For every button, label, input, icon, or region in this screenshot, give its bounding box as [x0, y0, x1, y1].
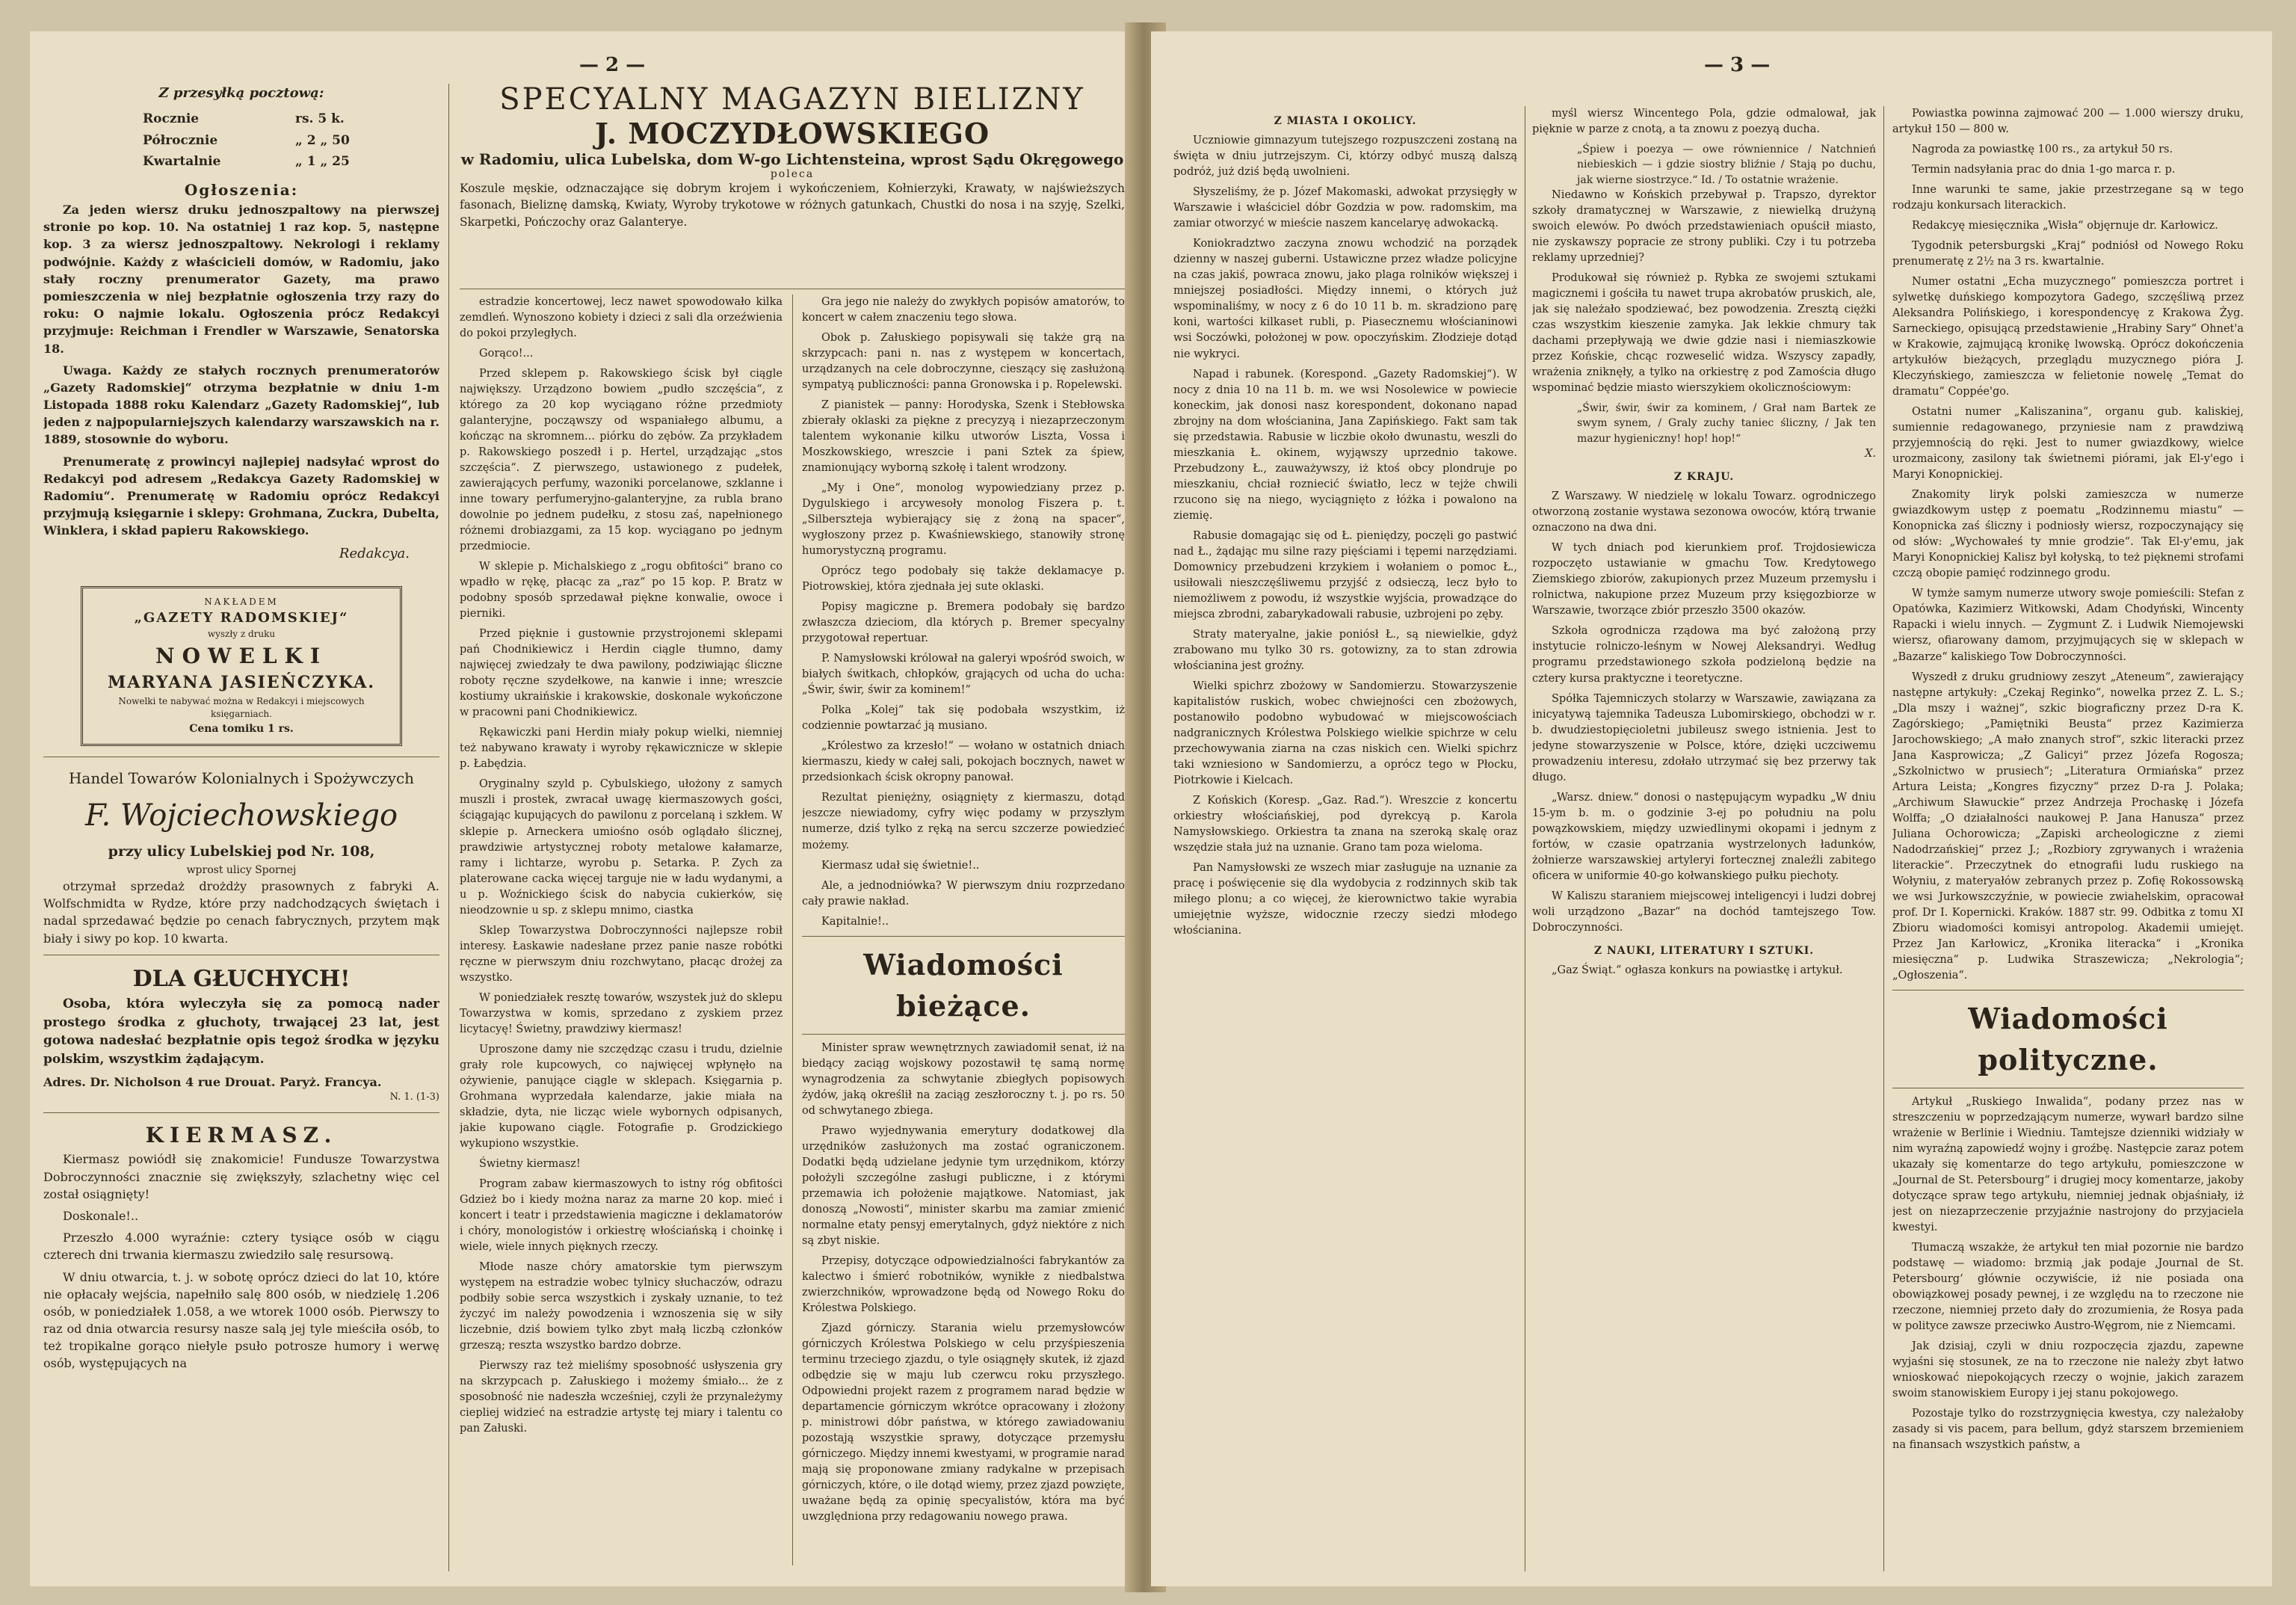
magazyn-title: SPECYALNY MAGAZYN BIELIZNY — [499, 82, 1085, 117]
ogloszenia-heading: Ogłoszenia: — [184, 181, 299, 200]
page-number-right: — 3 — — [1704, 54, 1771, 76]
section-heading: Z MIASTA I OKOLICY. — [1274, 115, 1417, 127]
magazyn-owner: J. MOCZYDŁOWSKIEGO — [594, 117, 990, 150]
divider — [43, 1112, 439, 1113]
magazyn-ad: SPECYALNY MAGAZYN BIELIZNY J. MOCZYDŁOWSKIEGO w Radomiu, ulica Lubelska, dom W-go Lichtensteina, wprost Sądu Okręgowego poleca Koszule męskie, odznaczające się dobrym krojem i wykończeniem, Kołnierzyki, Krawaty, w najświeższych fasonach, Bieliznę damską, Kwiaty, Wyroby trykotowe w różnych gatunkach, Chustki do nosa i na szyję, Szelki, Skarpetki, Pończochy oraz Galanterye. — [460, 82, 1125, 230]
redakcya-sign: Redakcya. — [339, 545, 410, 561]
handel-owner: F. Wojciechowskiego — [84, 798, 398, 834]
left-ads-column: Z przesyłką pocztową: Rocznie rs. 5 k. Półrocznie „ 2 „ 50 Kwartalnie „ 1 „ 25 Ogłoszenia: Za jeden wiersz druku jednoszpaltowy na pierwszej stronie po kop. 10. Na ostatniej 1 raz kop. 5, następne kop. 3 za wiersz jednoszpaltowy. Nekrologi i reklamy podwójnie. Każdy z właścicieli domów, w Radomiu, jako stały roczny prenumerator Gazety, ma prawo pomieszczenia w niej bezpłatnie ogłoszenia trzy razy do roku: O najmie lokalu. Ogłoszenia prócz Redakcyi przyjmuje: Reichman i Frendler w Warszawie, Senatorska 18. Uwaga. Każdy ze stałych rocznych prenumeratorów „Gazety Radomskiej“ otrzyma bezpłatnie w dniu 1-m Listopada 1888 roku Kalendarz „Gazety Radomskiej“, lub jeden z najpopularniejszych kalendarzy warszawskich na r. 1889, stosownie do wyboru. Prenumeratę z prowincyi najlepiej nadsyłać wprost do Redakcyi pod adresem „Redakcya Gazety Radomskiej w Radomiu“. Prenumeratę w Radomiu oprócz Redakcyi przyjmują księgarnie i sklepy: Grohmana, Zuckra, Dubelta, Winklera, i skład papieru Rakowskiego. Redakcya. NAKŁADEM „GAZETY RADOMSKIEJ“ wyszły z druku NOWELKI MARYANA JASIEŃCZYKA. Nowelki te nabywać można w Redakcyi i miejscowych księgarniach. Cena tomiku 1 rs. Handel Towarów Kolonialnych i Spożywczych F. Wojciechowskiego przy ulicy Lubelskiej pod Nr. 108, wprost ulicy Spornej otrzymał sprzedaż drożdży prasownych z fabryki A. Wolfschmidta w Rydze, które przy nadchodzących świętach i nadal sprzedawać będzie po cenach fabrycznych, przytem mąk biały i siwy po kop. 10 kwarta. DLA GŁUCHYCH! Osoba, która wyleczyła się za pomocą nader prostego środka z głuchoty, trwającej 23 lat, jest gotowa nadesłać bezpłatnie opis tegoż środka w języku polskim, wszystkim żądającym. Adres. Dr. Nicholson 4 rue Drouat. Paryż. Francya. N. 1. (1-3) KIERMASZ. Kiermasz powiódł się znakomicie! Fundusze Towarzystwa Dobroczynności znacznie się zwiększyły, szlachetny więc cel został osiągnięty! Doskonale!.. Przeszło 4.000 wyraźnie: cztery tysiące osób w ciągu czterech dni trwania kiermaszu zwiedziło salę resursową. W dniu otwarcia, t. j. w sobotę oprócz dzieci do lat 10, które nie opłacały wejścia, napełniło salę 800 osób, w niedzielę 1.206 osób, w poniedziałek 1.058, a we wtorek 1000 osób. Pierwszy to raz od dnia otwarcia resursy nasze salą jej tyle mieściła osób, to też tropikalne gorąco niełyle psuło potrosze humory i werwę osób, występujących na — [43, 85, 439, 1371]
literature-politics-column: Powiastka powinna zajmować 200 — 1.000 wierszy druku, artykuł 150 — 800 w. Nagroda za powiastkę 100 rs., za artykuł 50 rs. Termin nadsyłania prac do dnia 1-go marca r. p. Inne warunki te same, jakie przestrzegane są w tego rodzaju konkursach literackich. Redakcyę miesięcznika „Wisła“ objęrnuje dr. Karłowicz. Tygodnik petersburgski „Kraj“ podniósł od Nowego Roku prenumeratę z 2½ na 3 rs. kwartalnie. Numer ostatni „Echa muzycznego“ pomieszcza portret i sylwetkę duńskiego kompozytora Gadego, szczęśliwą przez Aleksandra Polińskiego, i korespondencyę z Krakowa Żyg. Sarneckiego, opisującą przedstawienie „Hrabiny Sary“ Ohnet'a w Krakowie, zajmującą kronikę lwowską. Oprócz dokończenia artykułów bieżących, przeglądu muzycznego pióra J. Kleczyńskiego, zamieszcza w felietonie nowelę „Temat do dramatu“ Coppée'go. Ostatni numer „Kaliszanina“, organu gub. kaliskiej, sumiennie redagowanego, przyniesie nam z prawdziwą przyjemnością do ręki. Jest to numer gwiazdkowy, wielce urozmaicony, zasilony tak świetnemi piórami, jak El-y'ego i Maryi Konopnickiej. Znakomity liryk polski zamieszcza w numerze gwiazdkowym ustęp z poematu „Rodzinnemu miastu“ — Konopnicka zaś śliczny i podniosły wiersz, rozpoczynający się od słów: „Wychowałeś ty mnie grodzie“. Tak El-y'emu, jak Maryi Konopnickiej Kalisz był kołyską, to też pięknemi strofami czczą obopie pamięć rodzinnego grodu. W tymże samym numerze utwory swoje pomieścili: Stefan z Opatówka, Kazimierz Witkowski, Adam Chodyński, Wincenty Rapacki i wielu innych. — Zygmunt Z. i Ludwik Niemojewski wiersz, ofiarowany damom, przyjmujących się w sklepach w „Bazarze“ kaliskiego Tow Dobroczynności. Wyszedł z druku grudniowy zeszyt „Ateneum“, zawierający następne artykuły: „Czekaj Reginko“, nowelka przez Z. L. S.; „Dla mszy i ważnej“, szkic biograficzny przez D-ra K. Zagórskiego; „Pamiętniki Beusta“ przez Kazimierza Jarochowskiego; „A mało znanych strof“, szkic literacki przez Jana Kasprowicza; „Z Galicyi“ przez Józefa Rogosza; „Szkolnictwo w prusiech“; „Literatura Ormiańska“ przez Artura Leista; „Kongres fizyczny“ przez D-ra J. Polaka; „Archiwum Sławuckie“ przez Andrzeja Prochaskę i Józefa Wolffa; „O działalności naukowej P. Jana Hanusza“ przez Juliana Ochorowicza; „Zapiski archeologiczne z ziemi Nadodrzańskiej“ przez J.; „Rozbiory zgrywanych i wrażenia literackie“. Przeczytnek do etnografii ludu ruskiego na Wołyniu, z materyałów zebranych przez p. Zofię Rokossowską we wsi Jurkowszczyźnie, w powiecie zwiahelskim, opracował prof. Dr I. Kopernicki. Kraków. 1887 str. 99. Odbitka z tomu XI Zbioru wiadomości komisyi antropolog. Akademii umiejęt. Przez Jan Karłowicz, „Kronika literacka“ i „Kronika miesięczna“ p. Ludwika Straszewicza; „Nekrologia“; „Ogłoszenia“. Wiadomości polityczne. Artykuł „Ruskiego Inwalida“, podany przez nas w streszczeniu w poprzedzającym numerze, wywarł bardzo silne wrażenie w Berlinie i Wiedniu. Tamtejsze dzienniki widziały w nim wyraźną zapowiedź wojny i groźbę. Następcie zaraz potem ukazały się komentarze do tego artykułu, pomieszczone w „Journal de St. Petersbourg“ i drugiej mocy komentarze, jakoby dotyczące spraw tego artykułu, niemniej jednak objaśniały, iż jest on niezaprzeczenie przyjaźnie nastrojony do przyjaciela kwestyi. Tłumaczą wszakże, że artykuł ten miał pozornie nie bardzo podstawę — wiadomo: brzmią ‚jak podaje ‚Journal de St. Petersbourg‘ głównie oczywiście, iż nie posiada ona obowiązkowej posady pewnej, i ze względu na to rzeczone nie rzeczone, niemniej przeto dały do zrozumienia, że Rosya pada w polityce zawsze przeciwko Austro-Węgrom, nie z Niemcami. Jak dzisiaj, czyli w dniu rozpoczęcia zjazdu, zapewne wyjaśni się stosunek, ze na to rzeczone nie należy zbyt łatwo wnioskować niepokojących rzeczy o wojnie, jakich zarazem swoim stanowiskiem Europy i jej stanu pokojowego. Pozostaje tylko do rozstrzygnięcia kwestya, czy należałoby zasady si vis pacem, para bellum, gdyż starszem brzemieniem na finansach wszystkich państw, a — [1892, 108, 2244, 1452]
magazyn-goods: Koszule męskie, odznaczające się dobrym krojem i wykończeniem, Kołnierzyki, Krawaty, w najświeższych fasonach, Bieliznę damską, Kwiaty, Wyroby trykotowe w różnych gatunkach, Chustki do nosa i na szyję, Szelki, Skarpetki, Pończochy oraz Galanterye. — [460, 182, 1125, 229]
subscription-table — [141, 108, 352, 173]
column-rule — [792, 295, 793, 1565]
column-rule — [1883, 106, 1884, 1571]
uwaga-text: Uwaga. Każdy ze stałych rocznych prenumeratorów „Gazety Radomskiej“ otrzyma bezpłatnie w dniu 1-m Listopada 1888 roku Kalendarz „Gazety Radomskiej“, lub jeden z najpopularniejszych kalendarzy warszawskich na r. 1889, stosownie do wyboru. — [43, 363, 439, 447]
subscription-title: Z przesyłką pocztową: — [158, 85, 324, 101]
left-page — [30, 31, 1138, 1586]
nowelki-title: NOWELKI — [155, 643, 327, 668]
right-page — [1151, 31, 2272, 1586]
subscription-row: Kwartalnie „ 1 „ 25 — [143, 154, 350, 170]
magazyn-address: w Radomiu, ulica Lubelska, dom W-go Lichtensteina, wprost Sądu Okręgowego — [460, 150, 1124, 168]
page-number-left: — 2 — — [579, 54, 646, 76]
wiadomosci-biezace-title: Wiadomości bieżące. — [863, 947, 1064, 1023]
column-rule — [448, 84, 449, 1571]
nowelki-author: MARYANA JASIEŃCZYKA. — [107, 673, 375, 693]
handel-text: otrzymał sprzedaż drożdży prasownych z fabryki A. Wolfschmidta w Rydze, które przy nadchodzących świętach i nadal sprzedawać będzie po cenach fabrycznych, przytem mąk biały i siwy po kop. 10 kwarta. — [43, 878, 439, 946]
handel-title: Handel Towarów Kolonialnych i Spożywczych — [68, 769, 415, 788]
local-news-column: Z MIASTA I OKOLICY. Uczniowie gimnazyum tutejszego rozpuszczeni zostaną na święta w dniu jutrzejszym. Ci, którzy odbyć muszą dalszą podróż, już dziś będą uwolnieni. Słyszeliśmy, że p. Józef Makomaski, adwokat przysięgły w Warszawie i właściciel dóbr Gozdzia w pow. radomskim, ma zamiar otworzyć w mieście naszem kancelaryę adwokacką. Koniokradztwo zaczyna znowu wchodzić na porządek dzienny w naszej guberni. Ustawiczne przez władze policyjne na czas jakiś, powraca znowu, jako plaga rolników większej i mniejszej posiadłości. Między innemi, o których już wspominaliśmy, w nocy z 6 do 10 11 b. m. skradziono parę koni, wartości kilkaset rubli, p. Piasecznemu włościaninowi wsi Soczówki, położonej w pow. opoczyńskim. Złodzieje dotąd nie wykryci. Napad i rabunek. (Korespond. „Gazety Radomskiej“). W nocy z dnia 10 na 11 b. m. we wsi Nosolewice w powiecie koneckim, jak donosi nasz korespondent, dokonano napad zbrojny na dom włościanina, Jana Zapińskiego. Fakt sam tak się przedstawia. Rabusie w liczbie około dwunastu, weszli do mieszkania Ł. okinem, wyjąwszy uprzednio takowe. Przebudzony Ł., zauważywszy, iż ktoś obcy plondruje po mieszkaniu, chciał rozniecić światło, lecz w tejże chwili rzucono się na niego, wyciągnięto z łóżka i powalono na ziemię. Rabusie domagając się od Ł. pieniędzy, poczęli go pastwić nad Ł., żądając mu silne razy pięściami i tępemi narzędziami. Domownicy przebudzeni krzykiem i wołaniem o pomoc Ł., usiłowali nieszczęśliwemu przyjść z odsieczą, lecz było to niemożliwem z powodu, iż wszystkie wyjścia, prowadzące do miejsca zbrodni, zabarykadowali rabusie, uzbrojeni po zęby. Straty materyalne, jakie poniósł Ł., są niewielkie, gdyż zrabowano mu tylko 30 rs. gotowizny, za to stan zdrowia włościanina jest groźny. Wielki spichrz zbożowy w Sandomierzu. Stowarzyszenie kapitalistów ruskich, wobec chwiejności cen zbożowych, postanowiło podobno wybudować w miejscowościach nadgranicznych Królestwa Polskiego wielkie spichrze w celu przechowywania ziarna na czas niskich cen. Wielki spichrz taki wzniesiono w Sandomierzu, a oprócz tego w Płocku, Piotrkowie i Kielcach. Z Końskich (Koresp. „Gaz. Rad.“). Wreszcie z koncertu orkiestry włościańskiej, pod dyrekcyą p. Karola Namysłowskiego. Orkiestra ta znana na szeroką skalę oraz wszędzie stała już na uznanie. Grano tam poza wieloma. Pan Namysłowski ze wszech miar zasługuje na uznanie za pracę i poświęcenie się dla wydobycia z rodzinnych skib tak miłego plonu; a co więcej, że kierownictwo takie wyrabia umiejętnie wyższe, widocznie rzeczy siedzi młodego włościanina. — [1173, 115, 1517, 937]
country-news-column: myśl wiersz Wincentego Pola, gdzie odmalował, jak pięknie w parze z cnotą, a ta znowu z poezyą ducha. „Śpiew i poezya — owe równiennice / Natchnień niebieskich — i gdzie siostry bliźnie / Stają po duchu, jak wierne siostrzyce.“ Id. / To ostatnie wrażenie. Niedawno w Końskich przebywał p. Trapszo, dyrektor szkoły dramatycznej w Warszawie, z niewielką drużyną swoich elewów. Po dwóch przedstawieniach opuścił miasto, nie zyskawszy popracie ze strony publiki. Czy i tu potrzeba reklamy uprzedniej? Produkował się również p. Rybka ze swojemi sztukami magicznemi i gościła tu nawet trupa akrobatów pruskich, ale, jak się należało spodziewać, bez powodzenia. Zresztą ciężki czas wszystkim kieszenie zamyka. Jak lekkie chmury tak dachami przepływają we dwie gdzie nasi i niemiaszkowie przez Końskie, chcąc rozweselić widza. Wszyscy zapadły, wrażenia zniknęły, a tylko na orkiestrę z pod Zamościa długo wspominać będzie miasto wierszykiem okolicznościowym: „Świr, świr, świr za kominem, / Grał nam Bartek ze swym synem, / Graly zuchy taniec śliczny, / Jak ten mazur hygieniczny! hop! hop!“ X. Z KRAJU. Z Warszawy. W niedzielę w lokalu Towarz. ogrodniczego otworzoną zostanie wystawa sezonowa owoców, którą trwanie oznaczono na dwa dni. W tych dniach pod kierunkiem prof. Trojdosiewicza rozpoczęto ustawianie w gmachu Tow. Kredytowego Ziemskiego zbiorów, zakupionych przez Muzeum przemysłu i rolnictwa, nakupione przez Muzeum przy księgozbiorze w Warszawie, tworzące zbiór przeszło 3500 okazów. Szkoła ogrodnicza rządowa ma być założoną przy instytucie rolniczo-leśnym w Nowej Aleksandryi. Według programu przedstawionego szkoła podzieloną będzie na cztery kursa praktyczne i teoretyczne. Spółka Tajemniczych stolarzy w Warszawie, zawiązana za inicyatywą tajemnika Tadeusza Lubomirskiego, obchodzi w r. b. dwudziestopięcioletni jubileusz swego istnienia. Jest to jedyne stowarzyszenie w Polsce, które, dzięki uczciwemu prowadzeniu interesu, zdołało utrzymać się bez przerwy tak długo. „Warsz. dniew.“ donosi o następującym wypadku „W dniu 15-ym b. m. o godzinie 3-ej po południu na polu powązkowskiem, między uzwiedlinymi okopami i jednym z fortów, w czasie opatrzania wystrzelonych ładunków, żołnierze warszawskiej artyleryi fortecznej znaleźli zabitego oficera w uniformie 40-go kołwanskiego pułku piechoty. W Kaliszu staraniem miejscowej inteligencyi i ludzi dobrej woli urządzono „Bazar“ na dochód tamtejszego Tow. Dobroczynności. Z NAUKI, LITERATURY I SZTUKI. „Gaz Świąt.“ ogłasza konkurs na powiastkę i artykuł. — [1532, 108, 1876, 977]
news-column: Gra jego nie należy do zwykłych popisów amatorów, to koncert w całem znaczeniu tego słowa. Obok p. Załuskiego popisywali się także grą na skrzypcach: pani n. nas z występem w koncertach, urządzanych na cele dobroczynne, cieszący się zasłużoną sympatyą publiczności: panna Gronowska i p. Ropelewski. Z pianistek — panny: Horodyska, Szenk i Stebłowska zbierały oklaski za piękne z precyzyą i niezaprzeczonym talentem wykonanie kilku utworów Liszta, Vossa i Moszkowskiego, wreszcie i pani Sztek za śpiew, znamionujący wyborną szkołę i talent wrodzony. „My i One“, monolog wypowiedziany przez p. Dygulskiego i arcywesoły monolog Fiszera p. t. „Silberszteja wybierający się z żoną na spacer“, wygłoszony przez p. Kwaśniewskiego, stanowiły stronę humorystyczną programu. Oprócz tego podobały się także deklamacye p. Piotrowskiej, która zjednała jej sute oklaski. Popisy magiczne p. Bremera podobały się bardzo zwłaszcza dzieciom, dla których p. Bremer specyalny przygotował repertuar. P. Namysłowski królował na galeryi wpośród swoich, w białych świtkach, chłopków, grających od ucha do ucha: „Świr, świr, świr za kominem!“ Polka „Kolej“ tak się podobała wszystkim, iż codziennie powtarzać ją musiano. „Królestwo za krzesło!“ — wołano w ostatnich dniach kiermaszu, kiedy w całej sali, pokojach bocznych, nawet w przedsionkach ścisk okropny panował. Rezultat pieniężny, osiągnięty z kiermaszu, dotąd jeszcze niewiadomy, cyfry więc podamy w przyszłym numerze, dziś tylko z ręką na sercu szczerze powiedzieć możemy. Kiermasz udał się świetnie!.. Ale, a jednodniówka? W pierwszym dniu rozprzedano cały prawie nakład. Kapitalnie!.. Wiadomości bieżące. Minister spraw wewnętrznych zawiadomił senat, iż na biedący zaciąg wojskowy pozostawił tę samą normę wynagrodzenia za schwytanie zbiegłych popisowych żydów, jaką określił na zaciąg zeszłoroczny t. j. po rs. 50 od schwytanego zbiega. Prawo wyjednywania emerytury dodatkowej dla urzędników zasłużonych ma zostać ograniczonem. Dodatki będą udzielane jedynie tym urzędnikom, którzy położyli szczególne zasługi publiczne, i z którymi przemawia ich położenie majątkowe. Natomiast, jak donoszą „Nowosti“, minister skarbu ma zamiar zmienić normalne etaty pensyj emerytalnych, gdyż niektóre z nich są zbyt niskie. Przepisy, dotyczące odpowiedzialności fabrykantów za kalectwo i śmierć robotników, wynikłe z niedbalstwa zwierzchników, wprowadzone będą od Nowego Roku do Królestwa Polskiego. Zjazd górniczy. Starania wielu przemysłowców górniczych Królestwa Polskiego w celu przyśpieszenia terminu trzeciego zjazdu, o tyle osiągnęły skutek, iż zjazd odbędzie się w maju lub czerwcu roku przyszłego. Odpowiedni projekt razem z programem narad będzie w departamencie górniczym wkrótce opracowany i złożony p. ministrowi dóbr państwa, w którego zawiadowaniu pozostają wszystkie sprawy, dotyczące przemysłu górniczego. Między innemi kwestyami, w programie narad mają się proponowane zmiany radykalne w przepisach górniczych, które, o ile dotąd wiemy, przez zjazd powzięte, uważane będą za opinię specyalistów, która ma być uwzględniona przy redagowaniu nowego prawa. — [802, 296, 1125, 1524]
ogloszenia-text: Za jeden wiersz druku jednoszpaltowy na pierwszej stronie po kop. 10. Na ostatniej 1 raz kop. 5, następne kop. 3 za wiersz jednoszpaltowy. Nekrologi i reklamy podwójnie. Każdy z właścicieli domów, w Radomiu, jako stały roczny prenumerator Gazety, ma prawo pomieszczenia w niej bezpłatnie ogłoszenia trzy razy do roku: O najmie lokalu. Ogłoszenia prócz Redakcyi przyjmuje: Reichman i Frendler w Warszawie, Senatorska 18. — [43, 203, 439, 356]
subscription-row: Rocznie rs. 5 k. — [143, 111, 345, 127]
section-heading: Z KRAJU. — [1673, 471, 1735, 484]
kiermasz-continued-column: estradzie koncertowej, lecz nawet spowodowało kilka zemdleń. Wynoszono kobiety i dzieci z sali dla orzeźwienia do pokoi przyległych. Gorąco!... Przed sklepem p. Rakowskiego ścisk był ciągle największy. Urządzono bowiem „pudło szczęścia“, z którego za 20 kop wyciągano różne przedmioty galanteryjne, począwszy od wspaniałego albumu, a kończąc na skromnem... piórku do zębów. Za przykładem p. Rakowskiego poszedł i p. Hertel, urządzając „stos szczęścia“. Z pierwszego, ustawionego z pudełek, zawierających perfumy, wazoniki porcelanowe, szklanne i inne towary perfumeryjno-galanteryjne, za rubla brano dowolnie po jednem pudełku, z stosu zaś, napełnionego różnemi drobiazgami, za 15 kop. wyciągano po jednym przedmiocie. W sklepie p. Michalskiego z „rogu obfitości“ brano co wpadło w rękę, płacąc za „raz“ po 15 kop. P. Bratz w podobny sposób sprzedawał piękne konwalie, owoce i pierniki. Przed pięknie i gustownie przystrojonemi sklepami pań Chodnikiewicz i Herdin ciągle tłumno, damy najwięcej zwiedzały te dwa pawilony, podziwiając śliczne roboty ręczne szydełkowe, na kanwie i inne; wreszcie kostiumy ukraińskie i krakowskie, doskonale wykończone w pracowni pani Chodnikiewicz. Rękawiczki pani Herdin miały pokup wielki, niemniej też nabywano krawaty i wyroby rękawicznicze w sklepie p. Łabędzia. Oryginalny szyld p. Cybulskiego, ułożony z samych muszli i prostek, zwracał uwagę kiermaszowych gości, ściągając kupujących do pawilonu z porcelaną i szkłem. W sklepie p. Arneckera umiośno osób oglądało ślicznej, prawdziwie artystycznej roboty metalowe kałamarze, ramy i lichtarze, wyrobu p. Setarka. P. Zych za platerowane cacka więcej targuje nie w ładu wydanymi, a u p. Woźnickiego ścisk do nabycia cukierków, się nieodzownie u sp. z sklepu mnimo, ciastka Sklep Towarzystwa Dobroczynności najlepsze robił interesy. Łaskawie nadesłane przez panie nasze robótki ręczne w pierwszym dniu rozchwytano, płacąc drożej za wszystko. W poniedziałek resztę towarów, wszystek już do sklepu Towarzystwa w komis, sprzedano z zyskiem przez licytacyę! Świetny, prawdziwy kiermasz! Uproszone damy nie szczędząc czasu i trudu, dzielnie grały role kupcowych, co najwięcej wpłynęło na ożywienie, panujące ciągle w sklepach. Księgarnia p. Grohmana wyprzedała kalendarze, jakie miała na składzie, dyta, nie licząc wiele wybornych odpisanych, jakie kupowano ciągle. Fotografie p. Grodzickiego wykupiono wszystkie. Świetny kiermasz! Program zabaw kiermaszowych to istny róg obfitości Gdzież bo i kiedy można naraz za marne 20 kop. mieć i koncert i teatr i przedstawienia magiczne i deklamatorów i chóry, monologistów i orkiestrę włościańską i choinkę i wiele, wiele innych pięknych rzeczy. Młode nasze chóry amatorskie tym pierwszym występem na estradzie wobec tylnicy słuchaczów, odrazu podbiły sobie serca wszystkich i zyskały uznanie, to też życzyć im należy powodzenia i wznoszenia się w siły liczebnie, dziś bowiem tylko zbyt małą liczbą członków grzeszą; reszta wszystko bardzo dobrze. Pierwszy raz też mieliśmy sposobność usłyszenia gry na skrzypcach p. Załuskiego i możemy śmiało... że z sposobność nie nadeszła wcześniej, czyli że przynależymy ciepliej widzieć na estradzie artystę tej miary i talentu co pan Załuski. — [460, 296, 783, 1435]
kiermasz-title: KIERMASZ. — [145, 1122, 338, 1147]
nowelki-ad: NAKŁADEM „GAZETY RADOMSKIEJ“ wyszły z druku NOWELKI MARYANA JASIEŃCZYKA. Nowelki te nabywać można w Redakcyi i miejscowych księgarniach. Cena tomiku 1 rs. — [81, 586, 402, 746]
gluchy-title: DLA GŁUCHYCH! — [132, 965, 351, 992]
wiadomosci-polityczne-title: Wiadomości polityczne. — [1968, 1001, 2168, 1076]
prenumerata-text: Prenumeratę z prowincyi najlepiej nadsyłać wprost do Redakcyi pod adresem „Redakcya Gazety Radomskiej w Radomiu“. Prenumeratę w Radomiu oprócz Redakcyi przyjmują księgarnie i sklepy: Grohmana, Zuckra, Dubelta, Winklera, i skład papieru Rakowskiego. — [43, 454, 439, 538]
gluchy-text: Osoba, która wyleczyła się za pomocą nader prostego środka z głuchoty, trwającej 23 lat, jest gotowa nadesłać bezpłatnie opis tegoż środka w języku polskim, wszystkim żądającym. — [43, 996, 439, 1068]
section-heading: Z NAUKI, LITERATURY I SZTUKI. — [1593, 944, 1815, 957]
subscription-row: Półrocznie „ 2 „ 50 — [143, 132, 350, 148]
